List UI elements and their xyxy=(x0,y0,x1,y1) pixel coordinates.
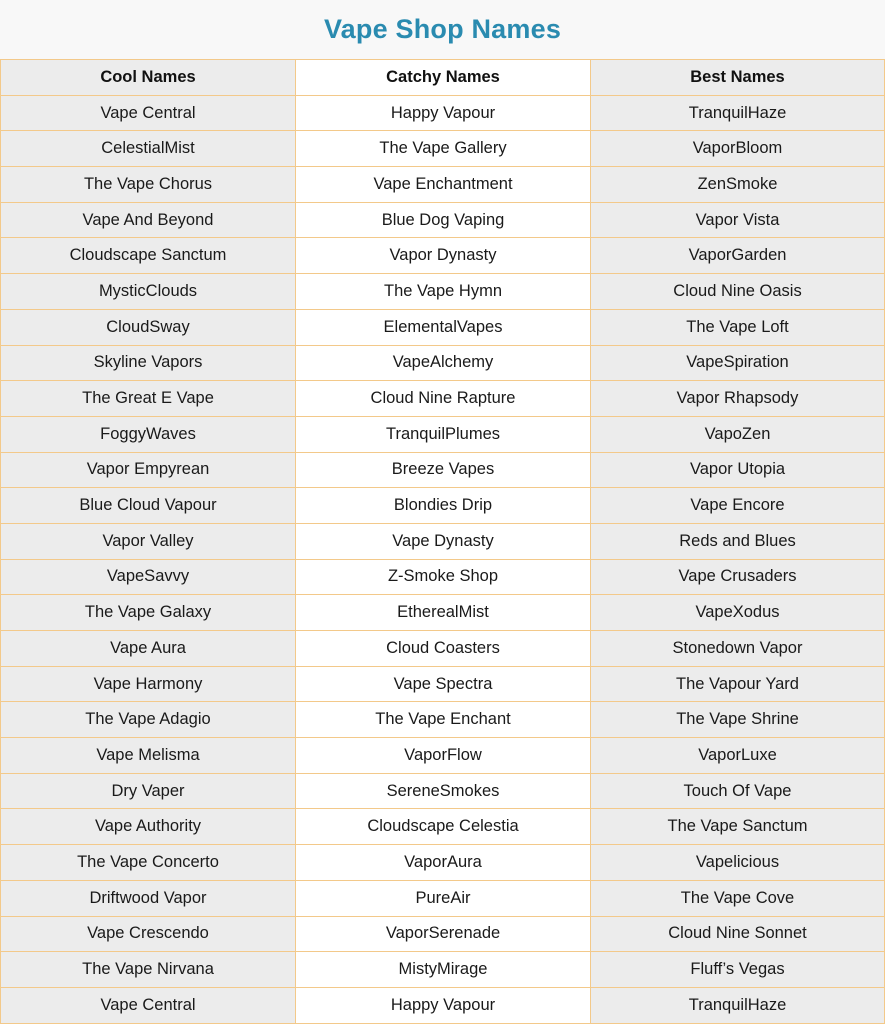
header-cool-names: Cool Names xyxy=(1,60,296,96)
cool-name-cell: The Vape Adagio xyxy=(1,702,296,738)
catchy-name-cell: VaporSerenade xyxy=(296,916,591,952)
catchy-name-cell: PureAir xyxy=(296,880,591,916)
catchy-name-cell: EtherealMist xyxy=(296,595,591,631)
catchy-name-cell: Vapor Dynasty xyxy=(296,238,591,274)
names-table xyxy=(0,59,885,1024)
table-row xyxy=(1,738,885,774)
table-row xyxy=(1,595,885,631)
best-name-cell: The Vapour Yard xyxy=(591,666,885,702)
table-row xyxy=(1,95,885,131)
catchy-name-cell: Vape Dynasty xyxy=(296,523,591,559)
table-row xyxy=(1,916,885,952)
table-row xyxy=(1,274,885,310)
table-row xyxy=(1,202,885,238)
catchy-name-cell: The Vape Hymn xyxy=(296,274,591,310)
table-row xyxy=(1,880,885,916)
table-row xyxy=(1,131,885,167)
catchy-name-cell: Happy Vapour xyxy=(296,95,591,131)
cool-name-cell: Vapor Valley xyxy=(1,523,296,559)
table-row xyxy=(1,631,885,667)
best-name-cell: TranquilHaze xyxy=(591,987,885,1023)
cool-name-cell: Vape Melisma xyxy=(1,738,296,774)
table-row xyxy=(1,559,885,595)
table-row xyxy=(1,167,885,203)
catchy-name-cell: ElementalVapes xyxy=(296,309,591,345)
table-row xyxy=(1,987,885,1023)
cool-name-cell: The Vape Chorus xyxy=(1,167,296,203)
cool-name-cell: Vape Central xyxy=(1,987,296,1023)
table-header-row xyxy=(1,60,885,96)
cool-name-cell: Vape Authority xyxy=(1,809,296,845)
best-name-cell: ZenSmoke xyxy=(591,167,885,203)
cool-name-cell: Vapor Empyrean xyxy=(1,452,296,488)
catchy-name-cell: Cloudscape Celestia xyxy=(296,809,591,845)
best-name-cell: VapoZen xyxy=(591,416,885,452)
cool-name-cell: Cloudscape Sanctum xyxy=(1,238,296,274)
best-name-cell: The Vape Cove xyxy=(591,880,885,916)
catchy-name-cell: VaporAura xyxy=(296,845,591,881)
best-name-cell: Touch Of Vape xyxy=(591,773,885,809)
cool-name-cell: Driftwood Vapor xyxy=(1,880,296,916)
catchy-name-cell: Blondies Drip xyxy=(296,488,591,524)
catchy-name-cell: VapeAlchemy xyxy=(296,345,591,381)
best-name-cell: Fluff’s Vegas xyxy=(591,952,885,988)
table-row xyxy=(1,809,885,845)
catchy-name-cell: Blue Dog Vaping xyxy=(296,202,591,238)
cool-name-cell: Dry Vaper xyxy=(1,773,296,809)
table-row xyxy=(1,309,885,345)
catchy-name-cell: Happy Vapour xyxy=(296,987,591,1023)
catchy-name-cell: Z-Smoke Shop xyxy=(296,559,591,595)
catchy-name-cell: Vape Spectra xyxy=(296,666,591,702)
best-name-cell: Vape Crusaders xyxy=(591,559,885,595)
table-row xyxy=(1,238,885,274)
best-name-cell: Reds and Blues xyxy=(591,523,885,559)
best-name-cell: VaporGarden xyxy=(591,238,885,274)
best-name-cell: VapeSpiration xyxy=(591,345,885,381)
table-row xyxy=(1,773,885,809)
table-row xyxy=(1,523,885,559)
best-name-cell: The Vape Shrine xyxy=(591,702,885,738)
page-title: Vape Shop Names xyxy=(323,14,562,44)
table-body xyxy=(1,95,885,1023)
cool-name-cell: The Vape Galaxy xyxy=(1,595,296,631)
catchy-name-cell: TranquilPlumes xyxy=(296,416,591,452)
best-name-cell: Cloud Nine Sonnet xyxy=(591,916,885,952)
header-catchy-names: Catchy Names xyxy=(296,60,591,96)
cool-name-cell: Vape Crescendo xyxy=(1,916,296,952)
best-name-cell: The Vape Loft xyxy=(591,309,885,345)
catchy-name-cell: The Vape Gallery xyxy=(296,131,591,167)
cool-name-cell: CelestialMist xyxy=(1,131,296,167)
table-row xyxy=(1,702,885,738)
best-name-cell: Vape Encore xyxy=(591,488,885,524)
catchy-name-cell: Breeze Vapes xyxy=(296,452,591,488)
best-name-cell: TranquilHaze xyxy=(591,95,885,131)
table-row xyxy=(1,381,885,417)
catchy-name-cell: Cloud Coasters xyxy=(296,631,591,667)
catchy-name-cell: MistyMirage xyxy=(296,952,591,988)
cool-name-cell: Vape Aura xyxy=(1,631,296,667)
catchy-name-cell: SereneSmokes xyxy=(296,773,591,809)
cool-name-cell: VapeSavvy xyxy=(1,559,296,595)
best-name-cell: Stonedown Vapor xyxy=(591,631,885,667)
table-row xyxy=(1,345,885,381)
cool-name-cell: The Vape Nirvana xyxy=(1,952,296,988)
best-name-cell: Cloud Nine Oasis xyxy=(591,274,885,310)
best-name-cell: Vapor Rhapsody xyxy=(591,381,885,417)
best-name-cell: Vapor Utopia xyxy=(591,452,885,488)
table-row xyxy=(1,845,885,881)
catchy-name-cell: VaporFlow xyxy=(296,738,591,774)
catchy-name-cell: Cloud Nine Rapture xyxy=(296,381,591,417)
cool-name-cell: The Vape Concerto xyxy=(1,845,296,881)
best-name-cell: VapeXodus xyxy=(591,595,885,631)
cool-name-cell: Vape Central xyxy=(1,95,296,131)
best-name-cell: The Vape Sanctum xyxy=(591,809,885,845)
best-name-cell: VaporBloom xyxy=(591,131,885,167)
catchy-name-cell: Vape Enchantment xyxy=(296,167,591,203)
cool-name-cell: Blue Cloud Vapour xyxy=(1,488,296,524)
table-row xyxy=(1,952,885,988)
cool-name-cell: The Great E Vape xyxy=(1,381,296,417)
cool-name-cell: FoggyWaves xyxy=(1,416,296,452)
cool-name-cell: CloudSway xyxy=(1,309,296,345)
table-row xyxy=(1,488,885,524)
table-row xyxy=(1,666,885,702)
best-name-cell: Vapor Vista xyxy=(591,202,885,238)
table-row xyxy=(1,416,885,452)
cool-name-cell: Vape And Beyond xyxy=(1,202,296,238)
best-name-cell: VaporLuxe xyxy=(591,738,885,774)
cool-name-cell: MysticClouds xyxy=(1,274,296,310)
catchy-name-cell: The Vape Enchant xyxy=(296,702,591,738)
cool-name-cell: Skyline Vapors xyxy=(1,345,296,381)
cool-name-cell: Vape Harmony xyxy=(1,666,296,702)
table-row xyxy=(1,452,885,488)
header-best-names: Best Names xyxy=(591,60,885,96)
best-name-cell: Vapelicious xyxy=(591,845,885,881)
